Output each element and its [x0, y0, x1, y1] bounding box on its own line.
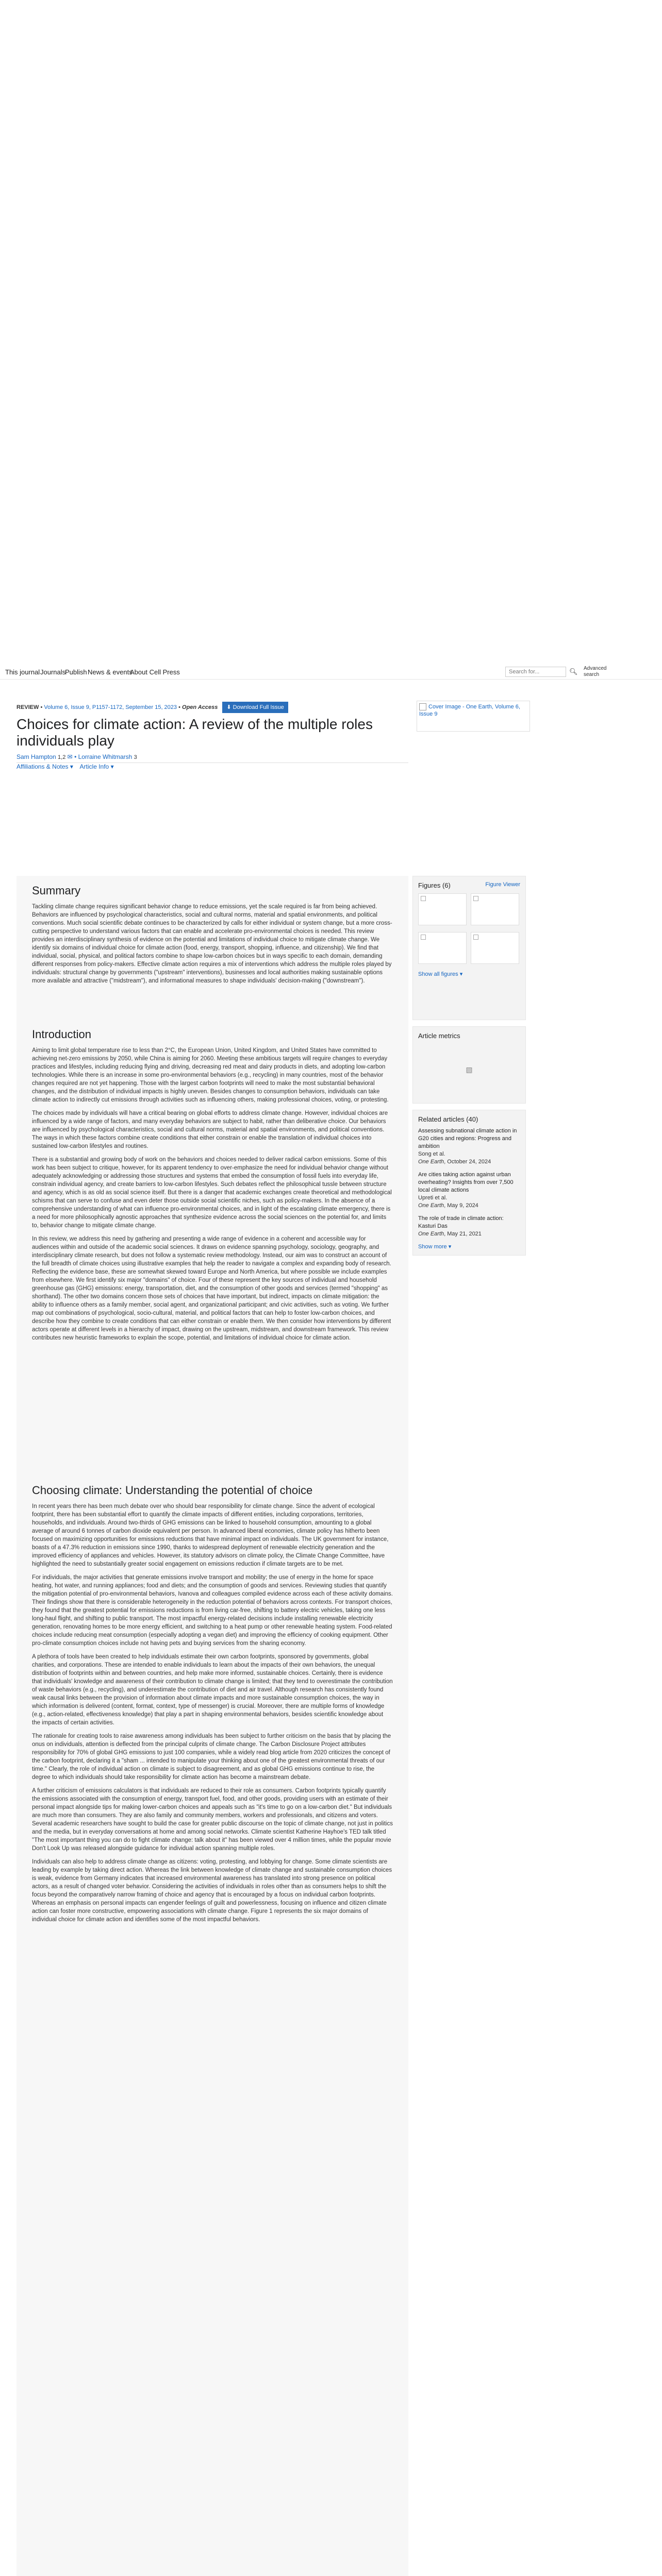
volume-issue-link[interactable]: Volume 6, Issue 9, P1157-1172, September 15, 2023 — [44, 704, 177, 710]
intro-paragraph-2: The choices made by individuals will have a critical bearing on global efforts to address climate change. However, individual choices are influenced by a wide range of factors, and many everyday behaviors are subject to habit, rather than deliberative choice. Our behaviors are influenced by psychological characteristics, social and cultural norms, material and spatial environments, and political conventions. The ways in which these factors combine create conditions that either constrain or enable the translation of individual choices into sustained low-carbon lifestyles and routines. — [32, 1110, 388, 1149]
related-article-source: One Earth — [418, 1202, 444, 1209]
figures-card — [412, 876, 526, 1020]
related-article-title[interactable]: Are cities taking action against urban overheating? Insights from over 7,500 local climate actions — [418, 1172, 514, 1193]
introduction-heading: Introduction — [32, 1028, 91, 1041]
article-metrics-card — [412, 1026, 526, 1104]
download-label: Download Full Issue — [233, 704, 284, 710]
nav-about-cell-press[interactable]: About Cell Press — [130, 668, 180, 676]
related-article-item[interactable]: The role of trade in climate action: Kasturi Das One Earth, May 21, 2021 — [418, 1215, 520, 1238]
nav-journals[interactable]: Journals — [40, 668, 66, 676]
show-all-figures-label: Show all figures — [418, 971, 458, 977]
related-title: Related articles (40) — [418, 1115, 478, 1123]
author-whitmarsh[interactable]: Lorraine Whitmarsh — [78, 753, 133, 760]
intro-paragraph-4: In this review, we address this need by gathering and presenting a wide range of evidence in a coherent and accessible way for audiences within and outside of the academic social sciences. It draws on evidence spanning psychology, sociology, geography, and interdisciplinary climate research, but does not follow a systematic review methodology. Instead, our aim was to construct an account of the full breadth of climate choices using illustrative examples that help the reader to navigate a complex and expanding body of research. Reflecting the evidence base, these are somewhat skewed toward Europe and North America, but where possible we include examples from elsewhere. We first identify six major "domains" of choice. Four of these represent the key sources of individual and household greenhouse gas (GHG) emissions: energy, transportation, diet, and the consumption of other goods and services (termed "shopping" as shorthand). The other two domains concern those sets of choices that have important, but indirect, impacts on climate mitigation: the ability to influence others as a family member, social agent, and organizational participant; and civic activities, such as voting. We further map out combinations of psychological, socio-cultural, material, and political factors that can help to foster low-carbon choices, and describe how they combine to create conditions that can either constrain or enable them. We then consider how interventions by different actors operate at different levels in a hierarchy of impact, drawing on the upstream, midstream, and downstream framework. This review contributes new heuristic frameworks to explain the scope, potential, and limitations of individual choice for climate action. — [32, 1236, 391, 1341]
related-article-item[interactable]: Assessing subnational climate action in G20 cities and regions: Progress and ambition Song et al. One Earth, October 24, 2024 — [418, 1127, 520, 1166]
image-icon — [473, 935, 478, 940]
related-article-date: May 21, 2021 — [447, 1231, 482, 1237]
related-article-author: Upreti et al. — [418, 1195, 448, 1201]
sidebar — [412, 876, 526, 1256]
article-info-link[interactable]: Article Info — [79, 763, 109, 770]
figure-thumbnail[interactable] — [471, 893, 519, 925]
affiliations-row: Affiliations & Notes ▾ Article Info ▾ — [16, 763, 114, 770]
author-hampton[interactable]: Sam Hampton — [16, 753, 56, 760]
article-type: REVIEW — [16, 704, 39, 710]
image-icon — [421, 896, 426, 901]
download-full-issue-button[interactable]: ⬇ Download Full Issue — [222, 702, 288, 713]
article-header — [16, 702, 408, 771]
affiliations-notes-link[interactable]: Affiliations & Notes — [16, 763, 69, 770]
choosing-paragraph-4: The rationale for creating tools to raise awareness among individuals has been subject to further criticism on the basis that by placing the onus on individuals, attention is deflected from the principal culprits of climate change. The Carbon Disclosure Project attributes responsibility for 70% of global GHG emissions to just 100 companies, while a widely read blog article from 2020 criticizes the concept of the carbon footprint, declaring it a "sham ... intended to manipulate your thinking about one of the greatest environmental threats of our time." Clearly, the role of individual action on climate is subject to disagreement, and as global GHG emissions continue to rise, the degree to which individuals should take responsibility for climate action has become a mainstream debate. — [32, 1733, 391, 1781]
figure-viewer-link[interactable]: Figure Viewer — [485, 882, 520, 888]
related-articles-card — [412, 1110, 526, 1256]
choosing-paragraph-5: A further criticism of emissions calculators is that individuals are reduced to their role as consumers. Carbon footprints typically quantify the emissions associated with the consumption of energy, transport fuel, food, and other goods, providing users with an estimate of their personal impact alongside tips for making lower-carbon choices and appeals such as "it's time to go on a low-carbon diet." But individuals are much more than consumers. They are also family and community members, workers and professionals, and citizens and voters. Several academic researchers have sought to build the case for greater public discourse on the topic of climate change, not just in politics and the media, but in everyday conversations at home and among social networks. Climate scientist Katherine Hayhoe's TED talk titled "The most important thing you can do to fight climate change: talk about it" has been viewed over 4 million times, while the popular movie Don't Look Up was released alongside guidance for individual action spanning multiple roles. — [32, 1788, 393, 1852]
intro-paragraph-3: There is a substantial and growing body of work on the behaviors and choices needed to deliver radical carbon emissions. Some of this work has been subject to critique, however, for its apparent tendency to over-emphasize the need for individual behavior change without adequately acknowledging or addressing those structures and systems that embed the consumption of fossil fuels into everyday life, constrain individual agency, and create barriers to low-carbon lifestyles. Such debates reflect the philosophical tussle between structure and agency, which is as old as social science itself. But there is a danger that academic exchanges create theoretical and methodological schisms that can serve to confuse and even deter those outside social scientific niches, such as policy-makers. In the absence of a comprehensive understanding of what can influence pro-environmental choices, and in light of the escalating climate emergency, there is a need for more philosophically agnostic approaches that synthesize evidence across the social sciences on the potential for, and limits to, behavior change to mitigate climate change. — [32, 1157, 392, 1229]
related-article-date: October 24, 2024 — [447, 1159, 491, 1165]
figure-thumbnail[interactable] — [418, 893, 467, 925]
search-icon[interactable]: 🔍︎ — [569, 668, 578, 675]
related-article-source: One Earth — [418, 1231, 444, 1237]
related-article-author: Song et al. — [418, 1151, 445, 1157]
show-more-label: Show more — [418, 1244, 447, 1250]
nav-this-journal[interactable]: This journal — [5, 668, 40, 676]
nav-news-events[interactable]: News & events — [88, 668, 133, 676]
introduction-section — [32, 1028, 393, 1347]
metrics-badge-icon[interactable]: ▧ — [466, 1065, 473, 1074]
image-icon — [419, 703, 426, 710]
image-icon — [473, 896, 478, 901]
cover-image-text: Cover Image - One Earth, Volume 6, Issue 9 — [419, 704, 520, 718]
header-divider — [16, 762, 408, 763]
choosing-paragraph-6: Individuals can also help to address climate change as citizens: voting, protesting, and lobbying for change. Some climate scientists are leading by example by taking direct action. Whereas the link between knowledge of climate change and sustainable consumption choices is weak, evidence from Germany indicates that increased environmental awareness has translated into strong presence on political actors, as a result of changed voter behavior. Considering the activities of individuals in roles other than as consumers helps to shift the focus beyond the comparatively narrow framing of choice and agency that is encouraged by a focus on individual carbon footprints. Whereas an emphasis on personal impacts can engender feelings of guilt and powerlessness, focusing on influence and citizen climate action can foster more constructive, empowering associations with climate change. Figure 1 represents the six major domains of individual choice for climate action and identifies some of the most impactful behaviors. — [32, 1859, 392, 1923]
figure-thumbnail[interactable] — [471, 932, 519, 964]
top-navigation — [0, 665, 662, 680]
authors-line: Sam Hampton 1,2 ✉ • Lorraine Whitmarsh 3 — [16, 753, 137, 760]
choosing-paragraph-2: For individuals, the major activities that generate emissions involve transport and mobility; the use of energy in the home for space heating, hot water, and running appliances; food and diets; and the consumption of goods and services. Reviewing studies that quantify the mitigation potential of pro-environmental behaviors, Ivanova and colleagues compiled evidence across each of these activity domains. Their findings show that there is considerable heterogeneity in the reduction potential of behaviors across contexts. For transport choices, they found that the greatest potential for emissions reductions is from living car-free, shifting to battery electric vehicles, taking one less long-haul flight, and shifting to public transport. The most impactful energy-related decisions include installing renewable electricity generation, renovating homes to be more energy efficient, and switching to a heat pump or other renewable heating system. Food-related choices include reducing meat consumption (especially adopting a vegan diet) and improving the efficiency of cooking equipment. Other pro-climate consumption choices include not having pets and buying services from the sharing economy. — [32, 1574, 393, 1647]
nav-publish[interactable]: Publish — [65, 668, 87, 676]
blank-header-area — [0, 0, 662, 665]
metrics-title: Article metrics — [418, 1032, 460, 1040]
show-all-figures-link[interactable]: Show all figures ▾ — [418, 971, 463, 977]
related-article-title[interactable]: Assessing subnational climate action in G20 cities and regions: Progress and ambition — [418, 1128, 517, 1149]
advanced-search-link[interactable]: Advanced search — [584, 666, 607, 677]
choosing-paragraph-1: In recent years there has been much debate over who should bear responsibility for climate change. Since the advent of ecological footprint, there has been substantial effort to quantify the climate impacts of different entities, including corporations, territories, households, and individuals. Around two-thirds of GHG emissions can be linked to household consumption, amounting to a global average of around 6 tonnes of carbon dioxide equivalent per person. In advanced liberal economies, climate policy has hitherto been focused on maximizing opportunities for emissions reductions that have minimal impact on individuals. The UK government for instance, boasts of a 47.3% reduction in emissions since 1990, thanks to widespread deployment of renewable electricity generation and the improved efficiency of appliances and vehicles. However, its statutory advisors on climate policy, the Climate Change Committee, have highlighted the need to substantially greater social engagement on emissions reduction if climate targets are to be met. — [32, 1503, 389, 1567]
choosing-climate-heading: Choosing climate: Understanding the potential of choice — [32, 1484, 313, 1497]
open-access-label: Open Access — [182, 704, 218, 710]
related-article-title[interactable]: The role of trade in climate action: Kasturi Das — [418, 1215, 504, 1229]
choosing-paragraph-3: A plethora of tools have been created to help individuals estimate their own carbon footprints, sponsored by governments, global charities, and corporations. These are intended to enable individuals to learn about the impacts of their own behaviors, the unequal distribution of footprints within and between countries, and help make more informed, sustainable choices. Certainly, there is evidence that individuals' knowledge and awareness of their contribution to climate change is limited; that they tend to overestimate the contribution of waste behaviors (e.g., recycling), and underestimate the contribution of diet and air travel. Although research has consistently found weak causal links between the provision of information about climate impacts and more sustainable consumption choices, the way in which information is delivered (content, format, context, type of messenger) is crucial. Moreover, there are multiple forms of knowledge (e.g., action-related, effectiveness knowledge) that play a part in shaping environmental behaviors, besides scientific knowledge about the impacts of certain activities. — [32, 1654, 393, 1726]
summary-section — [32, 884, 393, 990]
figures-count: Figures (6) — [418, 882, 451, 889]
article-meta: REVIEW • Volume 6, Issue 9, P1157-1172, September 15, 2023 • Open Access ⬇ Download Full Issue — [16, 702, 408, 713]
figures-title — [418, 882, 520, 889]
summary-text: Tackling climate change requires significant behavior change to reduce emissions, yet the scale required is far from being achieved. Behaviors are influenced by psychological characteristics, social and cultural norms, material and spatial environments, and political conventions. Much social scientific debate continues to be characterized by calls for either individual or system change, but a more cross-cutting perspective to understand various factors that can enable and accelerate pro-environmental choices is needed. This review provides an interdisciplinary synthesis of evidence on the potential and limitations of individual choice to mitigate climate change. We identify six domains of individual choice for climate action (food, energy, transport, shopping, influence, and citizenship). We find that individual, social, physical, and political factors combine to shape low-carbon choices but in ways specific to each domain, demanding different responses from policy-makers. Effective climate action requires a mix of interventions which address the multiple roles played by individuals: structural change by governments ("upstream" interventions), businesses and local authorities making sustainable options more available and attractive ("midstream"), and informational measures to shape individuals' decision-making ("downstream"). — [32, 904, 392, 984]
related-article-source: One Earth — [418, 1159, 444, 1165]
image-icon — [421, 935, 426, 940]
figure-thumbnail[interactable] — [418, 932, 467, 964]
choosing-climate-section — [32, 1484, 393, 1929]
search-input[interactable]: Search for... — [505, 667, 566, 677]
article-title: Choices for climate action: A review of the multiple roles individuals play — [16, 716, 373, 749]
cover-image-link[interactable] — [417, 701, 530, 732]
intro-paragraph-1: Aiming to limit global temperature rise to less than 2°C, the European Union, United Kingdom, and United States have committed to achieving net-zero emissions by 2050, while China is aiming for 2060. Meeting these ambitious targets will require changes to everyday practices and lifestyles, including reducing flying and driving, decreasing red meat and dairy products in diets, and adopting low-carbon technologies. While there is an increase in some pro-environmental behaviors (e.g., recycling) in many countries, most of the behavior changes required are not yet happening. Those with the largest carbon footprints will need to make the most substantial behavioral changes, and the distribution of individual impacts is highly uneven. Besides changes to consumption behaviors, individuals can take climate action to indirectly cut emissions through activities such as influencing others, making professional choices, voting, or protesting. — [32, 1047, 389, 1103]
show-more-link[interactable]: Show more ▾ — [418, 1244, 452, 1250]
related-article-date: May 9, 2024 — [447, 1202, 478, 1209]
summary-heading: Summary — [32, 884, 81, 897]
related-article-item[interactable]: Are cities taking action against urban overheating? Insights from over 7,500 local climate actions Upreti et al. One Earth, May 9, 2024 — [418, 1171, 520, 1210]
